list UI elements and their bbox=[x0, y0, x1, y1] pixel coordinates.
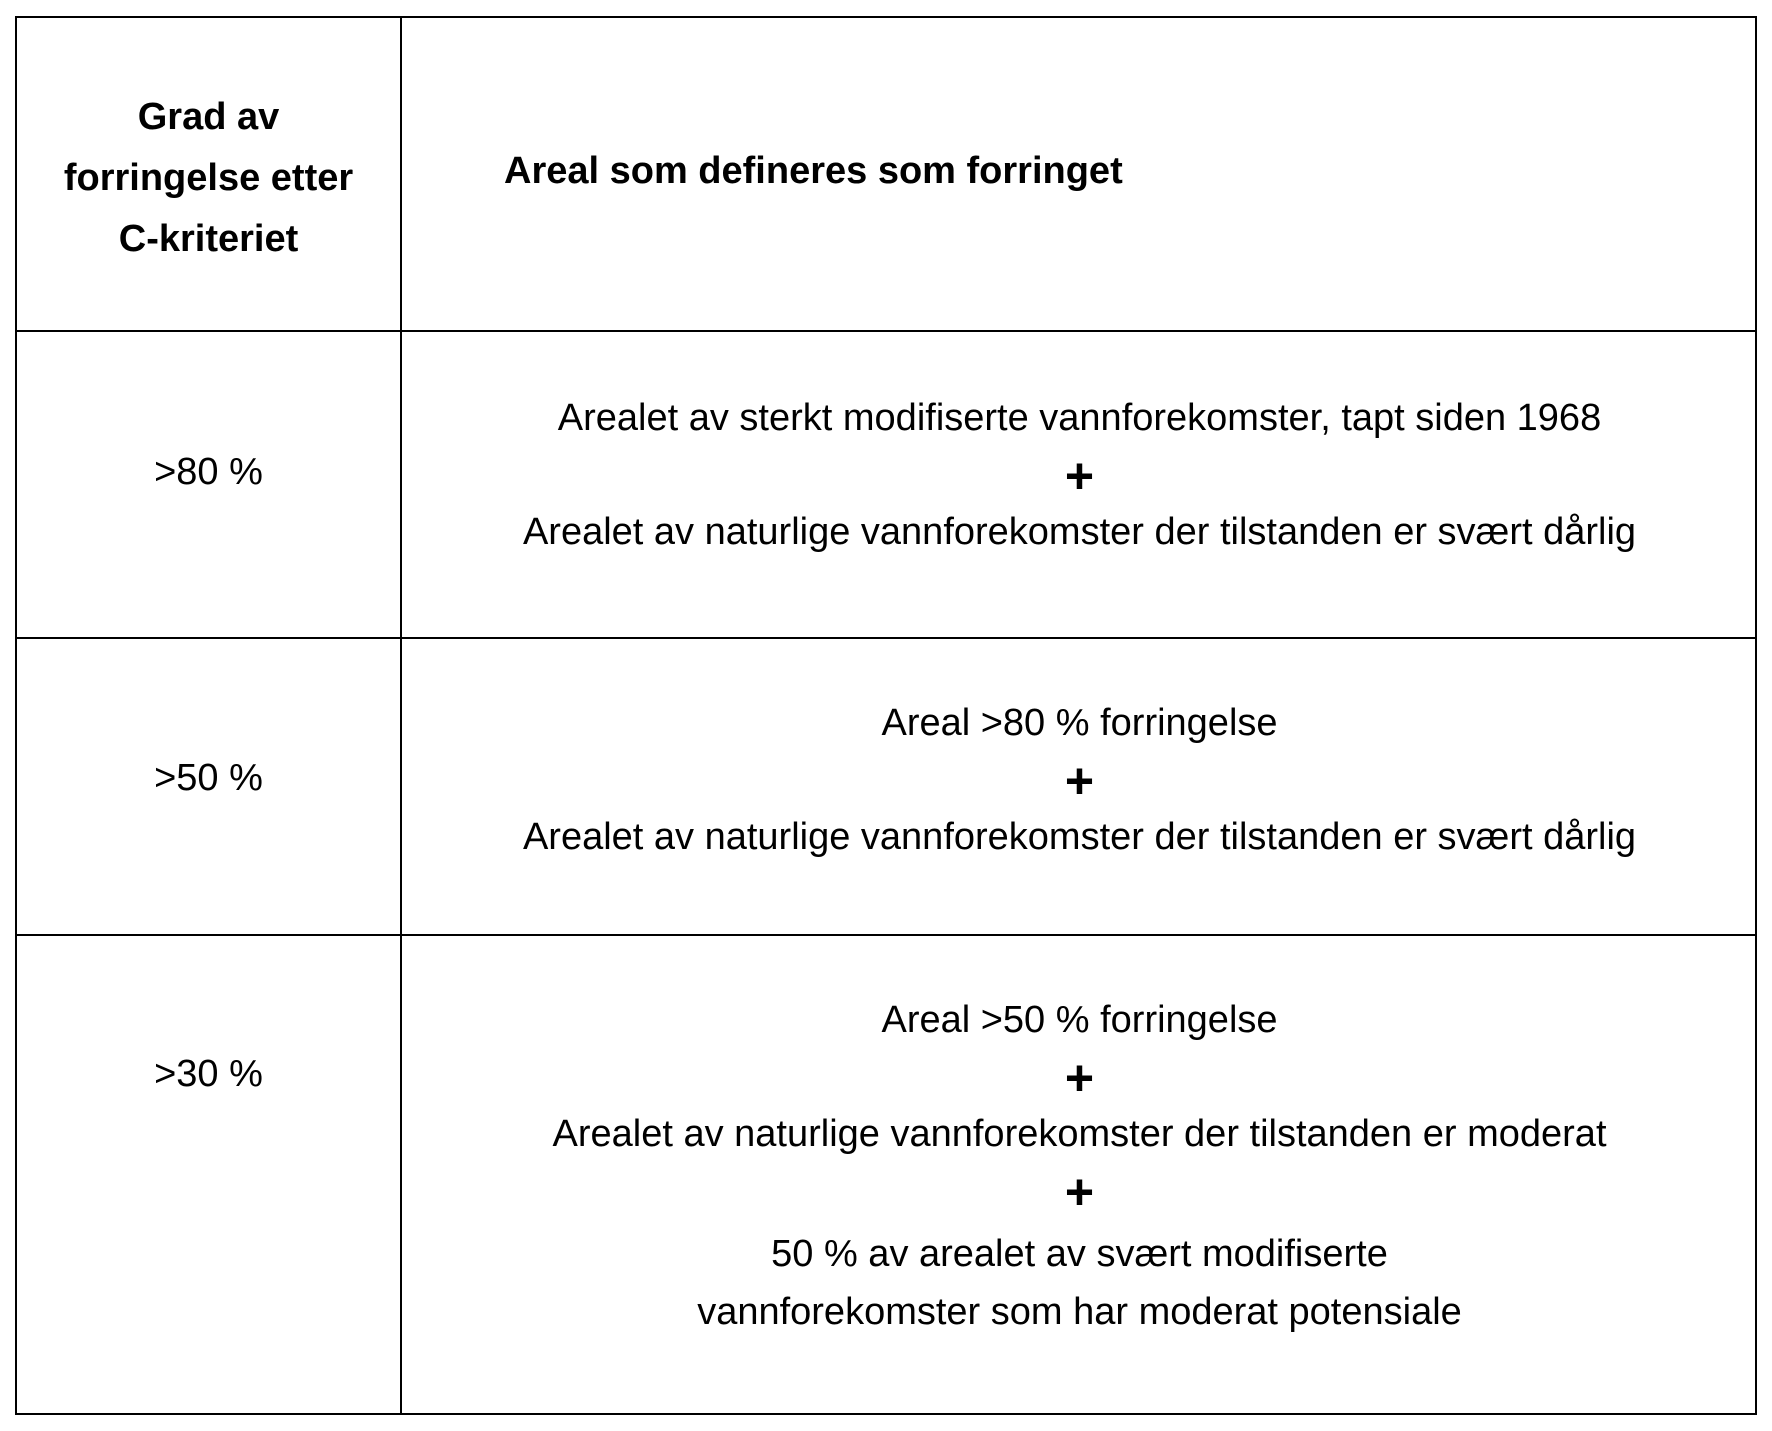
degradation-table bbox=[15, 16, 1757, 1415]
definition-term: Areal >80 % forringelse bbox=[881, 702, 1278, 744]
definition-term: Arealet av naturlige vannforekomster der tilstanden er moderat bbox=[552, 1113, 1607, 1155]
threshold-value: >30 % bbox=[154, 1053, 263, 1095]
header-left-line-2: forringelse etter bbox=[63, 156, 354, 199]
definition-cell-80 bbox=[402, 395, 1757, 555]
header-left-line-3: C-kriteriet bbox=[118, 217, 299, 260]
threshold-value: >50 % bbox=[154, 757, 263, 799]
header-degree-of-degradation bbox=[17, 18, 400, 330]
definition-cell-50 bbox=[402, 700, 1757, 860]
header-right-text: Areal som defineres som forringet bbox=[504, 150, 1123, 192]
row-divider-2 bbox=[17, 934, 1755, 936]
plus-operator: + bbox=[1064, 448, 1095, 504]
row-divider-1 bbox=[17, 637, 1755, 639]
definition-term: Areal >50 % forringelse bbox=[881, 999, 1278, 1041]
plus-operator: + bbox=[1064, 753, 1095, 809]
header-area-defined-as-degraded bbox=[402, 18, 1757, 330]
definition-cell-30 bbox=[402, 997, 1757, 1341]
threshold-cell-80 bbox=[17, 449, 400, 495]
definition-term: Arealet av naturlige vannforekomster der tilstanden er svært dårlig bbox=[522, 816, 1637, 858]
definition-term: Arealet av sterkt modifiserte vannforekomster, tapt siden 1968 bbox=[557, 397, 1602, 439]
definition-term: Arealet av naturlige vannforekomster der tilstanden er svært dårlig bbox=[522, 511, 1637, 553]
plus-operator: + bbox=[1064, 1050, 1095, 1106]
threshold-value: >80 % bbox=[154, 451, 263, 493]
header-left-line-1: Grad av bbox=[137, 95, 280, 138]
row-divider-header bbox=[17, 330, 1755, 332]
threshold-cell-30 bbox=[17, 1051, 400, 1097]
plus-operator: + bbox=[1064, 1164, 1095, 1220]
definition-term: 50 % av arealet av svært modifiserte vannforekomster som har moderat potensiale bbox=[697, 1233, 1462, 1333]
threshold-cell-50 bbox=[17, 755, 400, 801]
